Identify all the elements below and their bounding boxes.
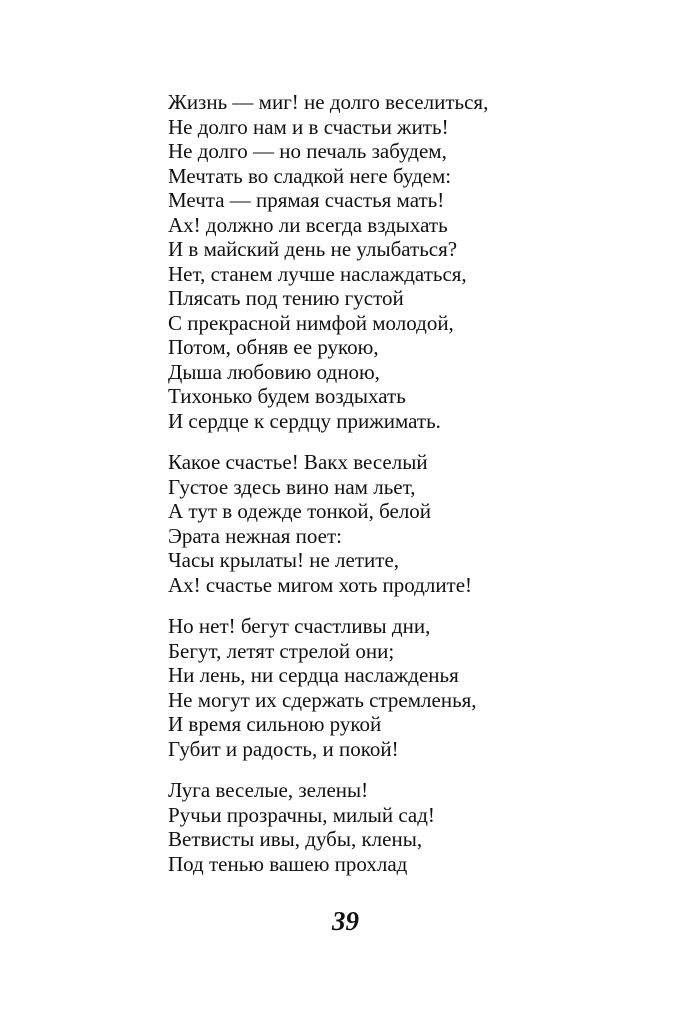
poem-line: Губит и радость, и покой!: [168, 736, 399, 761]
stanza-4: [168, 778, 648, 876]
poem-line: Тихонько будем воздыхать: [168, 384, 406, 408]
poem-line: Не могут их сдержать стремленья,: [168, 687, 477, 712]
poem-line: Ветвисты ивы, дубы, клены,: [168, 827, 423, 851]
poem-text: [168, 90, 648, 893]
poem-line: Ни лень, ни сердца наслажденья: [168, 663, 459, 687]
poem-line: Какое счастье! Вакх веселый: [168, 450, 428, 474]
poem-line: С прекрасной нимфой молодой,: [168, 310, 454, 335]
poem-line: Ах! счастье мигом хоть продлите!: [168, 572, 473, 597]
poem-line: Жизнь — миг! не долго веселиться,: [168, 90, 489, 114]
stanza-2: [168, 450, 648, 597]
poem-line: Не долго нам и в счастьи жить!: [168, 114, 449, 139]
poem-line: Но нет! бегут счастливы дни,: [168, 614, 431, 638]
poem-line: Нет, станем лучше наслаждаться,: [168, 261, 467, 286]
poem-line: И время сильною рукой: [168, 712, 382, 736]
poem-line: Потом, обняв ее рукою,: [168, 335, 379, 359]
page-number: 39: [332, 906, 359, 936]
poem-line: Не долго — но печаль забудем,: [168, 139, 447, 163]
poem-line: А тут в одежде тонкой, белой: [168, 499, 432, 523]
poem-line: Плясать под тению густой: [168, 286, 404, 310]
poem-line: Часы крылаты! не летите,: [168, 548, 400, 572]
poem-line: Под тенью вашею прохлад: [168, 851, 408, 876]
poem-line: И сердце к сердцу прижимать.: [168, 408, 441, 433]
stanza-3: [168, 614, 648, 761]
poem-line: Эрата нежная поет:: [168, 523, 343, 548]
poem-line: И в майский день не улыбаться?: [168, 237, 458, 261]
poem-line: Дыша любовию одною,: [168, 359, 380, 384]
poem-line: Густое здесь вино нам льет,: [168, 474, 416, 499]
poem-line: Мечта — прямая счастья мать!: [168, 188, 445, 212]
stanza-1: [168, 90, 648, 433]
poem-line: Ручьи прозрачны, милый сад!: [168, 802, 435, 827]
poem-line: Ах! должно ли всегда вздыхать: [168, 212, 448, 237]
poem-line: Бегут, летят стрелой они;: [168, 638, 395, 663]
poem-line: Мечтать во сладкой неге будем:: [168, 163, 452, 188]
poem-line: Луга веселые, зелены!: [168, 778, 369, 802]
